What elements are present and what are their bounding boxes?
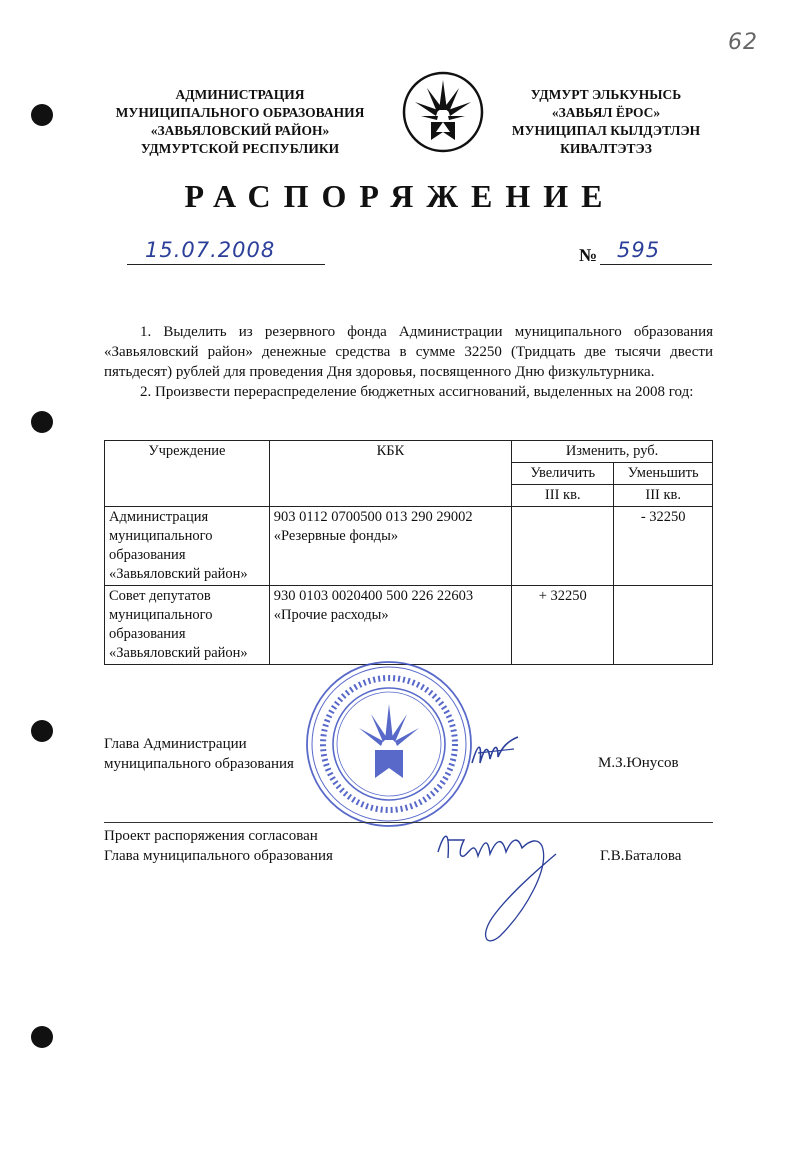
- header-left-line: МУНИЦИПАЛЬНОГО ОБРАЗОВАНИЯ: [115, 105, 365, 120]
- header-institution: Учреждение: [105, 441, 270, 507]
- table-row: [105, 586, 713, 665]
- approval-name: Г.В.Баталова: [600, 848, 682, 864]
- header-increase: Увеличить: [512, 463, 614, 485]
- increase-cell: + 32250: [512, 586, 614, 665]
- cell-line: 903 0112 0700500 013 290 29002: [273, 509, 473, 525]
- cell-line: «Резервные фонды»: [273, 528, 399, 544]
- cell-line: Администрация: [109, 509, 209, 525]
- official-stamp-icon: [303, 658, 475, 830]
- cell-line: Совет депутатов: [109, 588, 211, 604]
- number-value: 595: [617, 238, 661, 262]
- head-name: М.З.Юнусов: [598, 755, 679, 771]
- page-number: 62: [728, 30, 758, 55]
- header-left-line: «ЗАВЬЯЛОВСКИЙ РАЙОН»: [150, 123, 330, 138]
- head-title-line: Глава Администрации: [104, 736, 247, 752]
- cell-line: «Завьяловский район»: [109, 566, 248, 582]
- header-left-line: АДМИНИСТРАЦИЯ: [175, 87, 305, 102]
- number-label: №: [579, 245, 598, 265]
- cell-line: муниципального: [109, 528, 213, 544]
- header-right-line: КИВАЛТЭТЭЗ: [560, 141, 652, 156]
- paragraph: 1. Выделить из резервного фонда Администрации муниципального образования «Завьяловский район» денежные средства в сумме 32250 (Тридцать две тысячи двести пятьдесят) рублей для проведения Дня здоровья, посвященного Дню физкультурника.: [104, 324, 713, 380]
- head-title-line: муниципального образования: [104, 756, 294, 772]
- header-change: Изменить, руб.: [512, 441, 713, 463]
- kbk-cell: [269, 507, 511, 586]
- divider-line: [104, 822, 713, 823]
- document-title: РАСПОРЯЖЕНИЕ: [184, 178, 616, 214]
- number-underline: [600, 264, 712, 265]
- cell-line: образования: [109, 626, 186, 642]
- header-kbk: КБК: [269, 441, 511, 507]
- cell-line: «Завьяловский район»: [109, 645, 248, 661]
- kbk-cell: [269, 586, 511, 665]
- punch-hole: [31, 411, 53, 433]
- allocation-table: [104, 440, 713, 665]
- header-right-line: МУНИЦИПАЛ КЫЛДЭТЛЭН: [511, 123, 701, 138]
- handwritten-signature-icon: [468, 733, 524, 773]
- approval-title-line: Проект распоряжения согласован: [104, 828, 318, 844]
- date-underline: [127, 264, 325, 265]
- header-right-line: «ЗАВЬЯЛ ЁРОС»: [551, 105, 661, 120]
- header-right-line: УДМУРТ ЭЛЬКУНЫСЬ: [530, 87, 682, 102]
- cell-line: муниципального: [109, 607, 213, 623]
- table-row: [105, 507, 713, 586]
- document-body: [104, 322, 713, 402]
- cell-line: «Прочие расходы»: [273, 607, 389, 623]
- punch-hole: [31, 1026, 53, 1048]
- header-left: [110, 86, 370, 158]
- institution-cell: [105, 586, 270, 665]
- approval-title-line: Глава муниципального образования: [104, 848, 333, 864]
- decrease-cell: - 32250: [614, 507, 713, 586]
- header-quarter-increase: III кв.: [512, 485, 614, 507]
- date-value: 15.07.2008: [145, 238, 276, 262]
- decrease-cell: [614, 586, 713, 665]
- cell-line: образования: [109, 547, 186, 563]
- header-quarter-decrease: III кв.: [614, 485, 713, 507]
- paragraph: 2. Произвести перераспределение бюджетных ассигнований, выделенных на 2008 год:: [140, 384, 694, 400]
- increase-cell: [512, 507, 614, 586]
- header-right: [476, 86, 736, 158]
- header-left-line: УДМУРТСКОЙ РЕСПУБЛИКИ: [140, 141, 340, 156]
- handwritten-signature-icon: [430, 818, 580, 948]
- punch-hole: [31, 104, 53, 126]
- emblem-icon: [401, 70, 485, 154]
- cell-line: 930 0103 0020400 500 226 22603: [273, 588, 474, 604]
- institution-cell: [105, 507, 270, 586]
- punch-hole: [31, 720, 53, 742]
- header-decrease: Уменьшить: [614, 463, 713, 485]
- approval-title: [104, 826, 333, 866]
- head-title: [104, 734, 294, 774]
